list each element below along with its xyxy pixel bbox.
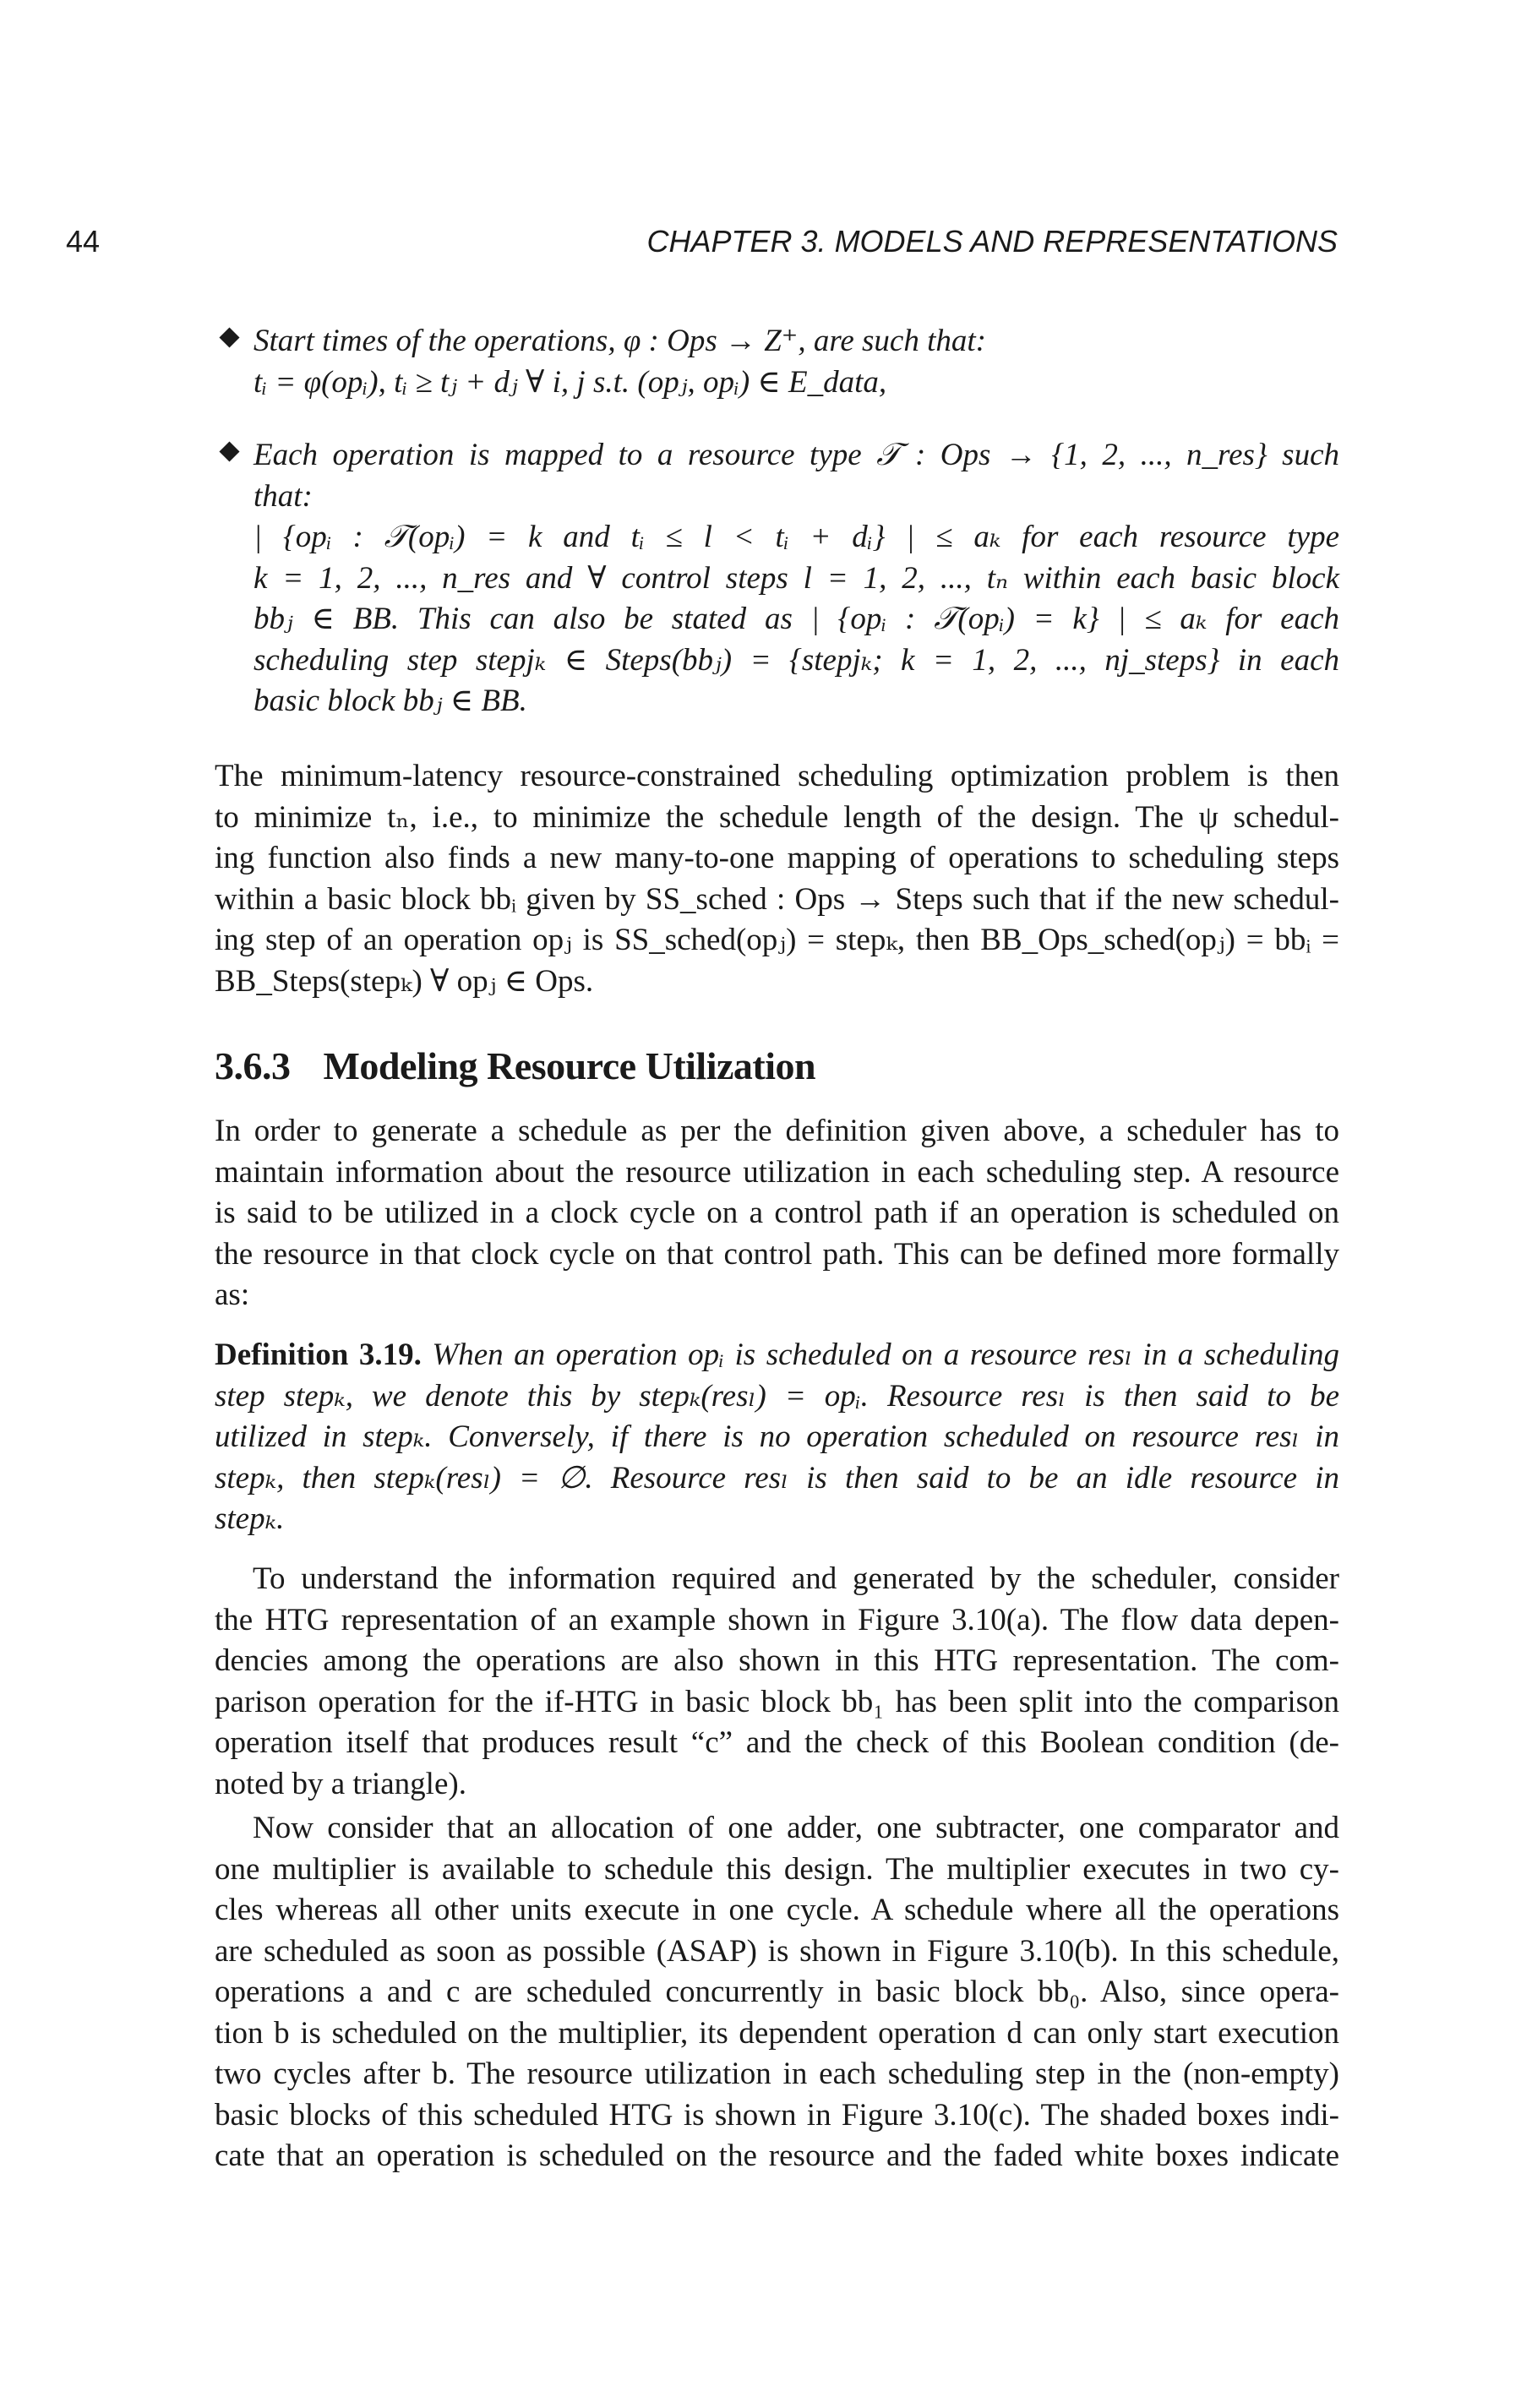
text-line: maintain information about the resource utilization in each scheduling step. A resource — [215, 1154, 1339, 1190]
text-line: dencies among the operations are also shown in this HTG representation. The com- — [215, 1643, 1339, 1678]
bullet-line: scheduling step stepjₖ ∈ Steps(bbⱼ) = {stepjₖ; k = 1, 2, ..., nj_steps} in each — [254, 642, 1339, 678]
definition-line: stepₖ, then stepₖ(resₗ) = ∅. Resource resₗ is then said to be an idle resource in — [215, 1460, 1339, 1495]
text-line: tion b is scheduled on the multiplier, its dependent operation d can only start execution — [215, 2015, 1339, 2051]
text-line: to minimize tₙ, i.e., to minimize the schedule length of the design. The ψ schedul- — [215, 799, 1339, 835]
page-number: 44 — [66, 224, 101, 259]
text-line: the HTG representation of an example shown in Figure 3.10(a). The flow data depen- — [215, 1602, 1339, 1637]
text-line: noted by a triangle). — [215, 1766, 466, 1801]
text-line: BB_Steps(stepₖ) ∀ opⱼ ∈ Ops. — [215, 963, 594, 999]
section-number: 3.6.3 — [215, 1044, 291, 1087]
text-line: Now consider that an allocation of one adder, one subtracter, one comparator and — [253, 1811, 1339, 1845]
bullet-line: Each operation is mapped to a resource type 𝒯 : Ops → {1, 2, ..., n_res} such — [254, 438, 1339, 472]
diamond-bullet-icon — [222, 330, 237, 345]
section-title: Modeling Resource Utilization — [323, 1044, 816, 1087]
text-line: as: — [215, 1278, 250, 1312]
page-header — [66, 224, 1338, 266]
text-line: two cycles after b. The resource utilization in each scheduling step in the (non-empty) — [215, 2057, 1339, 2091]
text-line: cate that an operation is scheduled on the resource and the faded white boxes indicate — [215, 2138, 1339, 2173]
bullet-line: Start times of the operations, φ : Ops → Z⁺, are such that: — [254, 324, 986, 358]
bullet-line: k = 1, 2, ..., n_res and ∀ control steps l = 1, 2, ..., tₙ within each basic block — [254, 560, 1339, 596]
definition-line: stepₖ. — [215, 1501, 285, 1536]
bullet-line: bbⱼ ∈ BB. This can also be stated as | {opᵢ : 𝒯(opᵢ) = k} | ≤ aₖ for each — [254, 602, 1339, 636]
bullet-start-times — [254, 321, 1339, 403]
definition-line: Definition 3.19. When an operation opᵢ is scheduled on a resource resₗ in a scheduling — [215, 1337, 1340, 1372]
paragraph-resource-utilization — [215, 1111, 1339, 1316]
definition-label: Definition 3.19. — [215, 1337, 422, 1372]
text-line: is said to be utilized in a clock cycle on a control path if an operation is scheduled on — [215, 1196, 1339, 1230]
bullet-line: that: — [254, 478, 313, 514]
text-line: ing step of an operation opⱼ is SS_sched(opⱼ) = stepₖ, then BB_Ops_sched(opⱼ) = bbᵢ = — [215, 923, 1339, 957]
bullet-line: basic block bbⱼ ∈ BB. — [254, 684, 527, 718]
running-head: CHAPTER 3. MODELS AND REPRESENTATIONS — [646, 224, 1338, 259]
text-line: one multiplier is available to schedule this design. The multiplier executes in two cy- — [215, 1851, 1339, 1887]
bullet-resource-type — [254, 435, 1339, 722]
definition-line: utilized in stepₖ. Conversely, if there is no operation scheduled on resource resₗ in — [215, 1419, 1339, 1454]
definition-line: step stepₖ, we denote this by stepₖ(resₗ) = opᵢ. Resource resₗ is then said to be — [215, 1378, 1339, 1414]
definition-3-19 — [215, 1335, 1339, 1540]
text-line: are scheduled as soon as possible (ASAP) is shown in Figure 3.10(b). In this schedule, — [215, 1933, 1339, 1969]
text-line: parison operation for the if-HTG in basic block bb₁ has been split into the comparison — [215, 1684, 1339, 1719]
text-line: operations a and c are scheduled concurrently in basic block bb₀. Also, since opera- — [215, 1975, 1339, 2009]
diamond-bullet-icon — [222, 444, 237, 459]
text-line: cles whereas all other units execute in one cycle. A schedule where all the operations — [215, 1893, 1339, 1927]
text-line: operation itself that produces result “c” and the check of this Boolean condition (de- — [215, 1725, 1339, 1760]
paragraph-allocation — [215, 1808, 1339, 2177]
text-line: To understand the information required and generated by the scheduler, consider — [253, 1561, 1339, 1596]
section-heading — [215, 1043, 1339, 1088]
text-line: within a basic block bbᵢ given by SS_sched : Ops → Steps such that if the new schedul- — [215, 881, 1339, 917]
text-line: basic blocks of this scheduled HTG is shown in Figure 3.10(c). The shaded boxes indi- — [215, 2097, 1339, 2133]
bullet-line: | {opᵢ : 𝒯(opᵢ) = k and tᵢ ≤ l < tᵢ + dᵢ} | ≤ aₖ for each resource type — [254, 520, 1339, 554]
text-line: In order to generate a schedule as per the definition given above, a scheduler has to — [215, 1114, 1339, 1148]
paragraph-min-latency — [215, 756, 1339, 1002]
paragraph-htg — [215, 1559, 1339, 1805]
text-line: the resource in that clock cycle on that control path. This can be defined more formally — [215, 1236, 1339, 1272]
text-line: ing function also finds a new many-to-one mapping of operations to scheduling steps — [215, 841, 1339, 875]
bullet-line: tᵢ = φ(opᵢ), tᵢ ≥ tⱼ + dⱼ ∀ i, j s.t. (opⱼ, opᵢ) ∈ E_data, — [254, 364, 887, 400]
text-line: The minimum-latency resource-constrained scheduling optimization problem is then — [215, 759, 1339, 793]
